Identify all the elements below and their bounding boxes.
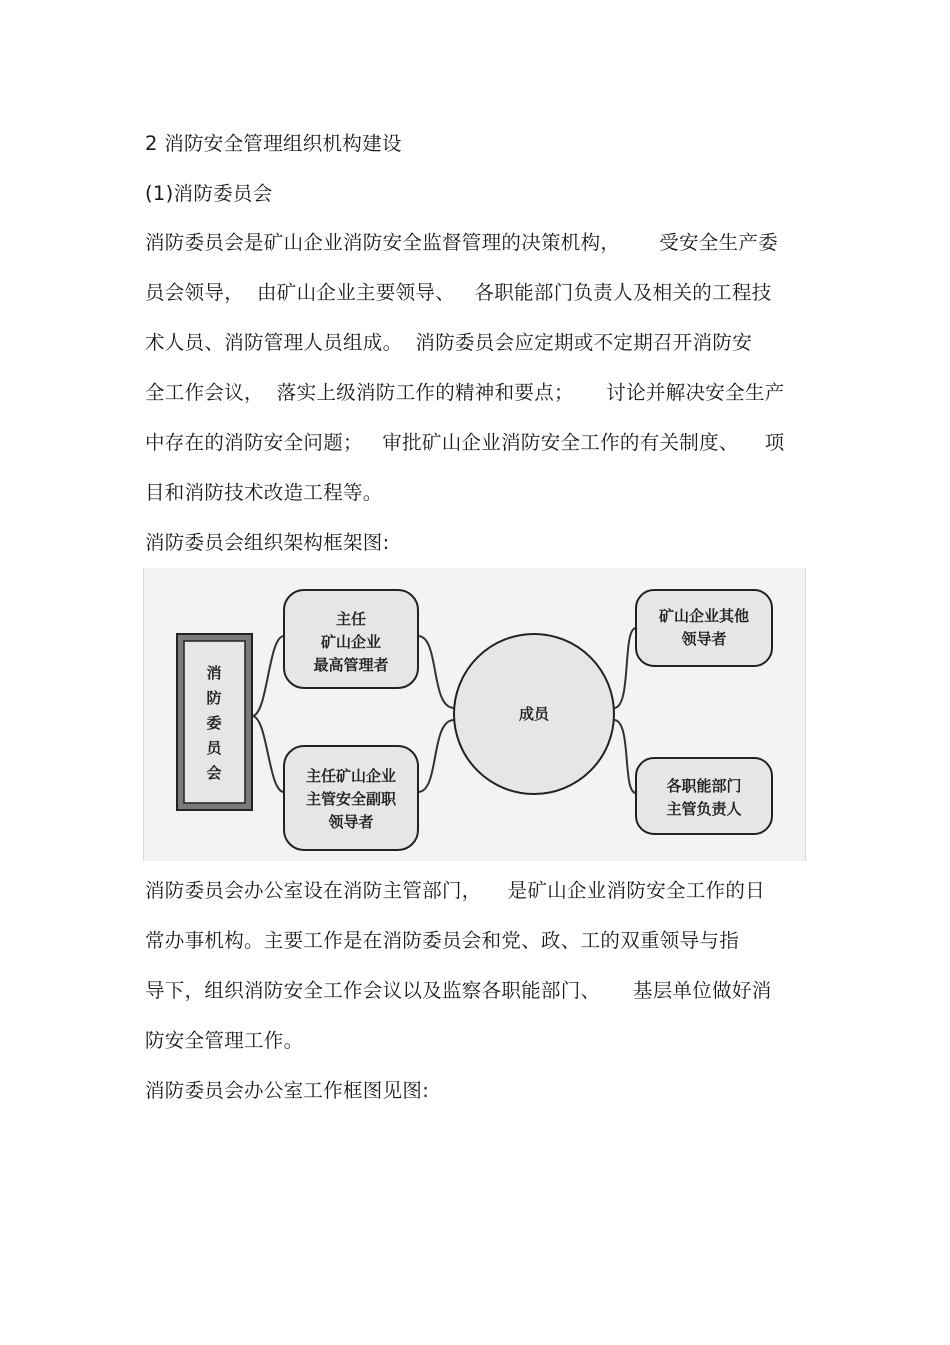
committee-char: 委: [206, 714, 222, 732]
other-leaders-box: [636, 590, 772, 666]
other-leaders-line: 矿山企业其他: [658, 607, 750, 625]
committee-char: 消: [206, 664, 222, 682]
director-line: 矿山企业: [320, 633, 382, 651]
other-leaders-line: 领导者: [681, 630, 727, 648]
connector-director-members: [418, 636, 454, 708]
committee-char: 会: [206, 764, 222, 782]
paragraph-line: 全工作会议， 落实上级消防工作的精神和要点； 讨论并解决安全生产: [145, 381, 785, 404]
director-box: [284, 590, 418, 688]
director-line: 主任: [335, 610, 367, 628]
committee-char: 员: [206, 739, 222, 757]
members-circle: [454, 634, 614, 794]
paragraph-line: 消防委员会是矿山企业消防安全监督管理的决策机构， 受安全生产委: [145, 231, 778, 254]
dept-heads-line: 各职能部门: [666, 777, 742, 795]
office-caption: 消防委员会办公室工作框图见图:: [145, 1079, 430, 1102]
subsection-title: (1)消防委员会: [145, 182, 273, 205]
deputy-line: 主任矿山企业: [305, 767, 397, 785]
paragraph-line: 常办事机构。主要工作是在消防委员会和党、政、工的双重领导与指: [145, 929, 740, 952]
paragraph-line: 防安全管理工作。: [145, 1029, 304, 1052]
director-line: 最高管理者: [313, 656, 389, 674]
connector-committee-director: [252, 636, 284, 716]
paragraph-line: 目和消防技术改造工程等。: [145, 481, 383, 504]
paragraph-line: 员会领导， 由矿山企业主要领导、 各职能部门负责人及相关的工程技: [145, 281, 772, 304]
connector-deputy-members: [418, 720, 454, 792]
connector-committee-deputy: [252, 716, 284, 792]
connector-members-dept-heads: [614, 720, 636, 793]
paragraph-line: 消防委员会办公室设在消防主管部门， 是矿山企业消防安全工作的日: [145, 879, 765, 902]
paragraph-line: 中存在的消防安全问题； 审批矿山企业消防安全工作的有关制度、 项: [145, 431, 785, 454]
committee-box: [177, 634, 252, 810]
deputy-box: [284, 746, 418, 850]
dept-heads-line: 主管负责人: [666, 800, 742, 818]
diagram-caption: 消防委员会组织架构框架图:: [145, 531, 390, 554]
paragraph-line: 导下，组织消防安全工作会议以及监察各职能部门、 基层单位做好消: [145, 979, 772, 1002]
committee-char: 防: [206, 689, 222, 707]
deputy-line: 领导者: [328, 813, 374, 831]
deputy-line: 主管安全副职: [305, 790, 397, 808]
dept-heads-box: [636, 758, 772, 834]
org-chart-diagram: [143, 568, 806, 861]
section-title: 2 消防安全管理组织机构建设: [145, 132, 402, 155]
org-chart-svg: [144, 568, 805, 861]
connector-members-other-leaders: [614, 628, 636, 708]
members-label: 成员: [518, 705, 550, 723]
paragraph-line: 术人员、消防管理人员组成。 消防委员会应定期或不定期召开消防安: [145, 331, 752, 354]
